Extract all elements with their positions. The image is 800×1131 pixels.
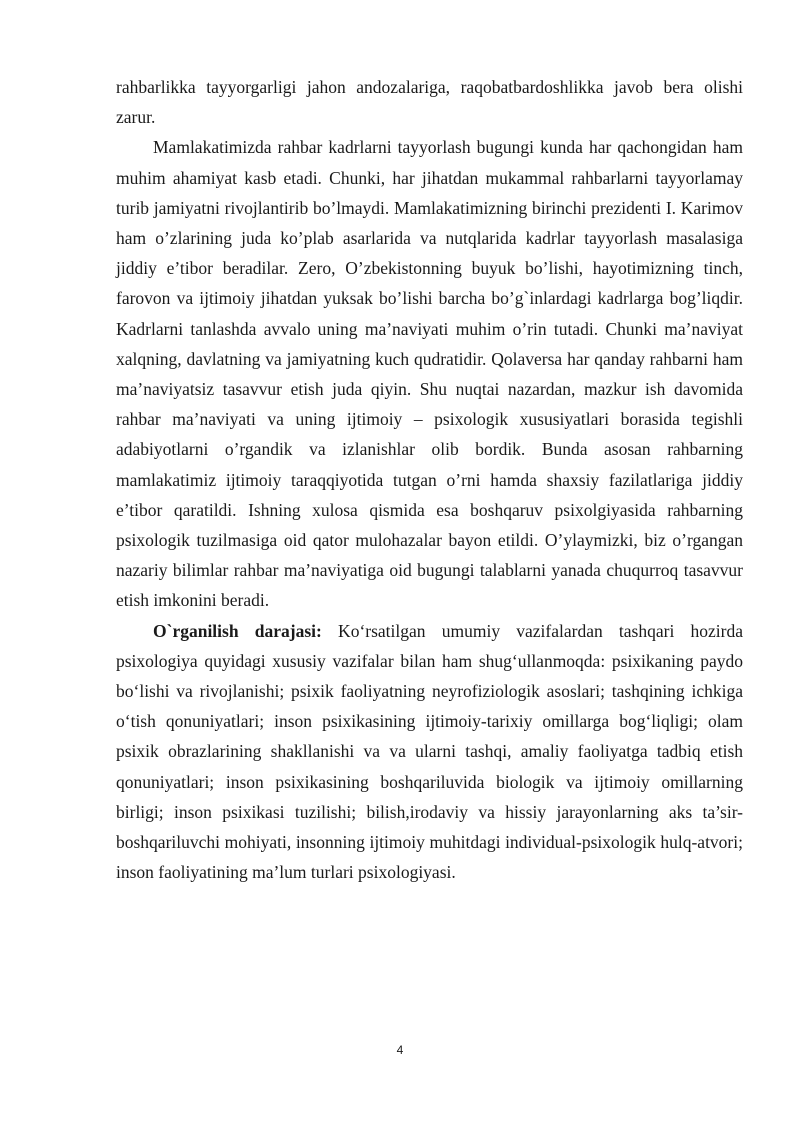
study-level-heading: O`rganilish darajasi: xyxy=(153,620,322,641)
page-number: 4 xyxy=(396,1043,404,1057)
paragraph-study-level xyxy=(116,616,743,888)
paragraph-cadre-training: Mamlakatimizda rahbar kadrlarni tayyorlash bugungi kunda har qachongidan ham muhim ahamiyat kasb etadi. Chunki, har jihatdan mukammal rahbarlarni tayyorlamay turib jamiyatni rivojlantirib bo’lmaydi. Mamlakatimizning birinchi prezidenti I. Karimov ham o’zlarining juda ko’plab asarlarida va nutqlarida kadrlar tayyorlash masalasiga jiddiy e’tibor beradilar. Zero, O’zbekistonning buyuk bo’lishi, hayotimizning tinch, farovon va ijtimoiy jihatdan yuksak bo’lishi barcha bo’g`inlardagi kadrlarga bog’liqdir. Kadrlarni tanlashda avvalo uning ma’naviyati muhim o’rin tutadi. Chunki ma’naviyat xalqning, davlatning va jamiyatning kuch qudratidir. Qolaversa har qanday rahbarni ham ma’naviyatsiz tasavvur etish juda qiyin. Shu nuqtai nazardan, mazkur ish davomida rahbar ma’naviyati va uning ijtimoiy – psixologik xususiyatlari borasida tegishli adabiyotlarni o’rgandik va izlanishlar olib bordik. Bunda asosan rahbarning mamlakatimiz ijtimoiy taraqqiyotida tutgan o’rni hamda shaxsiy fazilatlariga jiddiy e’tibor qaratildi. Ishning xulosa qismida esa boshqaruv psixolgiyasida rahbarning psixologik tuzilmasiga oid qator mulohazalar bayon etildi. O’ylaymizki, biz o’rgangan nazariy bilimlar rahbar ma’naviyatiga oid bugungi talablarni yanada chuqurroq tasavvur etish imkonini beradi. xyxy=(116,137,743,611)
paragraph-continuation: rahbarlikka tayyorgarligi jahon andozalariga, raqobatbardoshlikka javob bera olishi zarur. xyxy=(116,77,743,128)
study-level-body: Ko‘rsatilgan umumiy vazifalardan tashqari hozirda psixologiya quyidagi xususiy vazifalar bilan ham shug‘ullanmoqda: psixikaning paydo bo‘lishi va rivojlanishi; psixik faoliyatning neyrofiziologik asoslari; tashqining ichkiga o‘tish qonuniyatlari; inson psixikasining ijtimoiy-tarixiy omillarga bog‘liqligi; olam psixik obrazlarining shakllanishi va va ularni tashqi, amaliy faoliyatga tadbiq etish qonuniyatlari; inson psixikasining boshqariluvida biologik va ijtimoiy omillarning birligi; inson psixikasi tuzilishi; bilish,irodaviy va hissiy jarayonlarning aks ta’sir-boshqariluvchi mohiyati, insonning ijtimoiy muhitdagi individual-psixologik hulq-atvori; inson faoliyatining ma’lum turlari psixologiyasi. xyxy=(116,620,743,883)
body-text xyxy=(116,72,743,887)
